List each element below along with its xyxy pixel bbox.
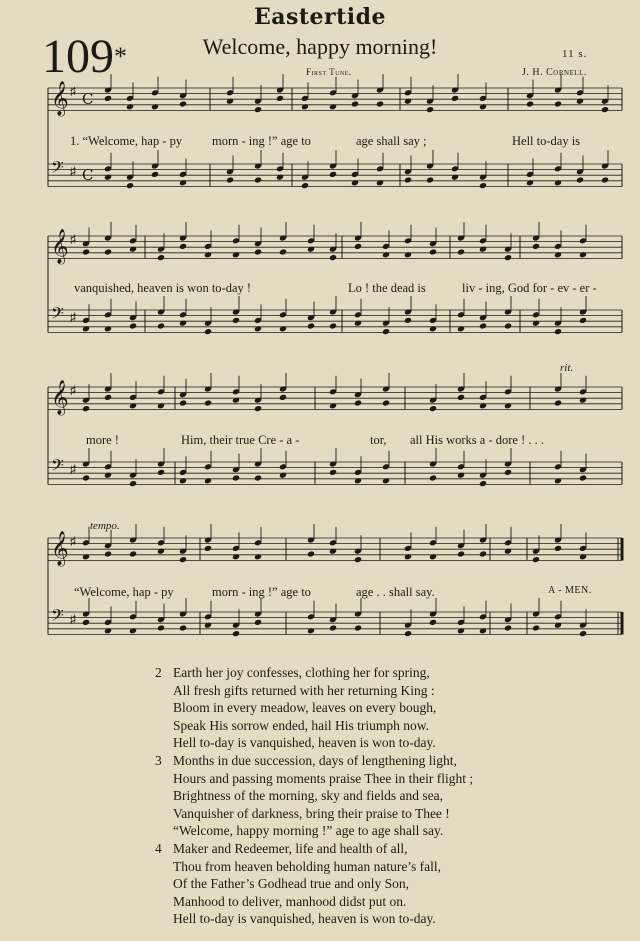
notehead	[429, 474, 437, 481]
verse-line: Vanquisher of darkness, bring their praise to Thee !	[173, 805, 450, 821]
lyric-s4-a: “Welcome, hap - py	[74, 585, 174, 599]
notehead	[329, 624, 337, 631]
notehead	[479, 103, 487, 110]
notehead	[104, 95, 112, 102]
notehead	[504, 548, 512, 555]
notehead	[579, 397, 587, 404]
notehead	[126, 182, 134, 189]
verse-line: Thou from heaven beholding human nature’s fall,	[173, 858, 442, 874]
notehead	[354, 399, 362, 406]
notehead	[126, 103, 134, 110]
notehead	[254, 248, 262, 255]
lyric-s1-d: Hell to-day is	[512, 134, 581, 148]
notehead	[129, 322, 137, 329]
verse-line: Bloom in every meadow, leaves on every bough,	[173, 700, 437, 716]
notehead	[276, 95, 284, 102]
composer: J. H. Cornell.	[522, 67, 587, 78]
hymn-title: Welcome, happy morning!	[202, 34, 438, 59]
notehead	[204, 545, 212, 552]
notehead	[179, 556, 187, 563]
notehead	[226, 98, 234, 105]
notehead	[576, 98, 584, 105]
key-signature-sharp: ♯	[70, 84, 76, 98]
section-heading: Eastertide	[253, 4, 387, 30]
notehead	[479, 550, 487, 557]
notehead	[457, 627, 465, 634]
notehead	[157, 402, 165, 409]
notehead	[301, 103, 309, 110]
notehead	[129, 627, 137, 634]
notehead	[376, 179, 384, 186]
meter: 11 s.	[562, 48, 588, 60]
notehead	[104, 472, 112, 479]
lyric-s3-a: more !	[86, 433, 119, 447]
notehead	[232, 474, 240, 481]
verse-line: Hell to-day is vanquished, heaven is won to-day.	[173, 911, 436, 927]
notehead	[254, 553, 262, 560]
notehead	[329, 254, 337, 261]
notehead	[179, 100, 187, 107]
lyric-s3-d: all His works a - dore ! . . .	[410, 433, 544, 447]
notehead	[204, 622, 212, 629]
notehead	[307, 322, 315, 329]
notehead	[404, 176, 412, 183]
notehead	[104, 550, 112, 557]
notehead	[354, 624, 362, 631]
treble-clef-icon: 𝄞	[51, 229, 69, 264]
notehead	[404, 553, 412, 560]
notehead	[479, 182, 487, 189]
lyric-s2-b: Lo ! the dead is	[348, 281, 426, 295]
lyric-s4-amen: A - MEN.	[548, 585, 592, 596]
notehead	[457, 394, 465, 401]
key-signature-sharp: ♯	[70, 310, 76, 324]
notehead	[479, 322, 487, 329]
notehead	[329, 402, 337, 409]
verse-line: Manhood to deliver, manhood didst put on.	[173, 893, 407, 909]
verse-2	[155, 664, 473, 752]
lyric-s3-c: tor,	[370, 433, 387, 447]
bass-clef-icon: 𝄢	[51, 157, 64, 181]
notehead	[104, 394, 112, 401]
verse-line: Hell to-day is vanquished, heaven is won to-day.	[173, 735, 436, 751]
notehead	[451, 174, 459, 181]
notehead	[104, 325, 112, 332]
notehead	[254, 106, 262, 113]
lyric-s2-a: vanquished, heaven is won to-day !	[74, 281, 252, 295]
verse-text: Maker and Redeemer, life and health of all,	[173, 840, 408, 856]
hymn-number-value: 109	[42, 30, 114, 83]
key-signature-sharp: ♯	[70, 462, 76, 476]
rit-mark: rit.	[560, 362, 574, 374]
bass-clef-icon: 𝄢	[51, 455, 64, 479]
notehead	[532, 320, 540, 327]
notehead	[151, 103, 159, 110]
notehead	[354, 556, 362, 563]
notehead	[204, 328, 212, 335]
verse-line	[155, 664, 473, 682]
verse-line	[155, 840, 473, 858]
notehead	[554, 179, 562, 186]
notehead	[457, 248, 465, 255]
notehead	[382, 477, 390, 484]
notehead	[429, 553, 437, 560]
key-signature-sharp: ♯	[70, 164, 76, 178]
notehead	[232, 553, 240, 560]
notehead	[129, 480, 137, 487]
notehead	[157, 624, 165, 631]
notehead	[129, 550, 137, 557]
notehead	[254, 325, 262, 332]
notehead	[129, 402, 137, 409]
notehead	[307, 550, 315, 557]
notehead	[554, 399, 562, 406]
notehead	[232, 251, 240, 258]
notehead	[329, 322, 337, 329]
bass-clef-icon: 𝄢	[51, 303, 64, 327]
verse-text: Earth her joy confesses, clothing her for spring,	[173, 665, 430, 680]
notehead	[104, 627, 112, 634]
notehead	[404, 630, 412, 637]
notehead	[82, 619, 90, 626]
verse-line: All fresh gifts returned with her returning King :	[173, 682, 435, 698]
notehead	[579, 251, 587, 258]
lyric-s1-c: age shall say ;	[356, 134, 427, 148]
lyric-s4-b: morn - ing !” age to	[212, 585, 311, 599]
notehead	[179, 477, 187, 484]
notehead	[226, 176, 234, 183]
notehead	[576, 176, 584, 183]
notehead	[479, 627, 487, 634]
key-signature-sharp: ♯	[70, 383, 76, 397]
treble-clef-icon: 𝄞	[51, 531, 69, 566]
notehead	[307, 246, 315, 253]
tune-label: First Tune.	[306, 67, 352, 77]
verse-line: Hours and passing moments praise Thee in their flight ;	[173, 770, 474, 786]
notehead	[504, 402, 512, 409]
notehead	[279, 325, 287, 332]
notehead	[457, 325, 465, 332]
notehead	[382, 399, 390, 406]
notehead	[429, 325, 437, 332]
notehead	[404, 317, 412, 324]
notehead	[179, 624, 187, 631]
verse-3	[155, 752, 473, 840]
notehead	[504, 469, 512, 476]
notehead	[329, 469, 337, 476]
notehead	[554, 328, 562, 335]
notehead	[429, 619, 437, 626]
notehead	[82, 553, 90, 560]
tempo-mark: tempo.	[90, 520, 120, 532]
notehead	[179, 179, 187, 186]
notehead	[554, 622, 562, 629]
notehead	[279, 394, 287, 401]
notehead	[354, 243, 362, 250]
notehead	[179, 320, 187, 327]
verse-text: Months in due succession, days of lengthening light,	[173, 752, 457, 768]
notehead	[82, 325, 90, 332]
bass-clef-icon: 𝄢	[51, 605, 64, 629]
notehead	[601, 176, 609, 183]
key-signature-sharp: ♯	[70, 232, 76, 246]
verse-line: Speak His sorrow ended, hail His triumph now.	[173, 717, 429, 733]
time-signature: C	[82, 166, 94, 184]
notehead	[579, 474, 587, 481]
verse-line: Brightness of the morning, sky and fields and sea,	[173, 788, 443, 804]
notehead	[354, 320, 362, 327]
notehead	[104, 248, 112, 255]
notehead	[554, 477, 562, 484]
notehead	[479, 402, 487, 409]
lyric-s3-b: Him, their true Cre - a -	[181, 433, 300, 447]
lyric-s2-c: liv - ing, God for - ev - er -	[462, 281, 597, 295]
verse-line: “Welcome, happy morning !” age to age shall say.	[173, 823, 444, 839]
notehead	[301, 182, 309, 189]
notehead	[504, 322, 512, 329]
notehead	[157, 469, 165, 476]
notehead	[451, 95, 459, 102]
notehead	[554, 251, 562, 258]
notehead	[157, 322, 165, 329]
notehead	[307, 627, 315, 634]
notehead	[279, 248, 287, 255]
notehead	[526, 179, 534, 186]
verse-number: 4	[155, 840, 162, 856]
notehead	[504, 624, 512, 631]
notehead	[279, 472, 287, 479]
notehead	[82, 405, 90, 412]
notehead	[329, 548, 337, 555]
notehead	[404, 251, 412, 258]
notehead	[351, 179, 359, 186]
notehead	[232, 630, 240, 637]
notehead	[426, 106, 434, 113]
notehead	[129, 246, 137, 253]
verse-line: Of the Father’s Godhead true and only Son,	[173, 876, 409, 892]
notehead	[82, 474, 90, 481]
notehead	[104, 174, 112, 181]
notehead	[457, 472, 465, 479]
notehead	[157, 548, 165, 555]
notehead	[579, 317, 587, 324]
notehead	[532, 556, 540, 563]
notehead	[254, 619, 262, 626]
notehead	[351, 100, 359, 107]
notehead	[479, 480, 487, 487]
lyric-s1-b: morn - ing !” age to	[212, 134, 311, 148]
notehead	[204, 477, 212, 484]
notehead	[232, 397, 240, 404]
notehead	[457, 550, 465, 557]
notehead	[354, 477, 362, 484]
treble-clef-icon: 𝄞	[51, 81, 69, 116]
lyric-s1-a: 1. “Welcome, hap - py	[70, 134, 183, 148]
notehead	[532, 624, 540, 631]
notehead	[579, 553, 587, 560]
verse-number: 3	[155, 752, 162, 768]
notehead	[82, 248, 90, 255]
verse-4	[155, 840, 473, 928]
verses	[155, 664, 473, 928]
notehead	[554, 100, 562, 107]
notehead	[179, 399, 187, 406]
tune-marker-symbol: *	[114, 42, 127, 71]
key-signature-sharp: ♯	[70, 534, 76, 548]
time-signature: C	[82, 90, 94, 108]
notehead	[254, 176, 262, 183]
notehead	[504, 254, 512, 261]
notehead	[532, 243, 540, 250]
notehead	[404, 98, 412, 105]
notehead	[376, 100, 384, 107]
notehead	[429, 405, 437, 412]
key-signature-sharp: ♯	[70, 612, 76, 626]
notehead	[329, 103, 337, 110]
notehead	[382, 251, 390, 258]
treble-clef-icon: 𝄞	[51, 380, 69, 415]
notehead	[204, 399, 212, 406]
verse-number: 2	[155, 665, 162, 680]
notehead	[157, 254, 165, 261]
notehead	[254, 474, 262, 481]
notehead	[329, 171, 337, 178]
notehead	[382, 328, 390, 335]
notehead	[276, 174, 284, 181]
notehead	[179, 243, 187, 250]
notehead	[479, 246, 487, 253]
lyric-s4-c: age . . shall say.	[356, 585, 435, 599]
notehead	[151, 171, 159, 178]
notehead	[232, 317, 240, 324]
notehead	[526, 100, 534, 107]
verse-line	[155, 752, 473, 770]
notehead	[426, 176, 434, 183]
notehead	[554, 545, 562, 552]
notehead	[204, 251, 212, 258]
notehead	[254, 405, 262, 412]
notehead	[429, 248, 437, 255]
notehead	[601, 106, 609, 113]
notehead	[579, 630, 587, 637]
